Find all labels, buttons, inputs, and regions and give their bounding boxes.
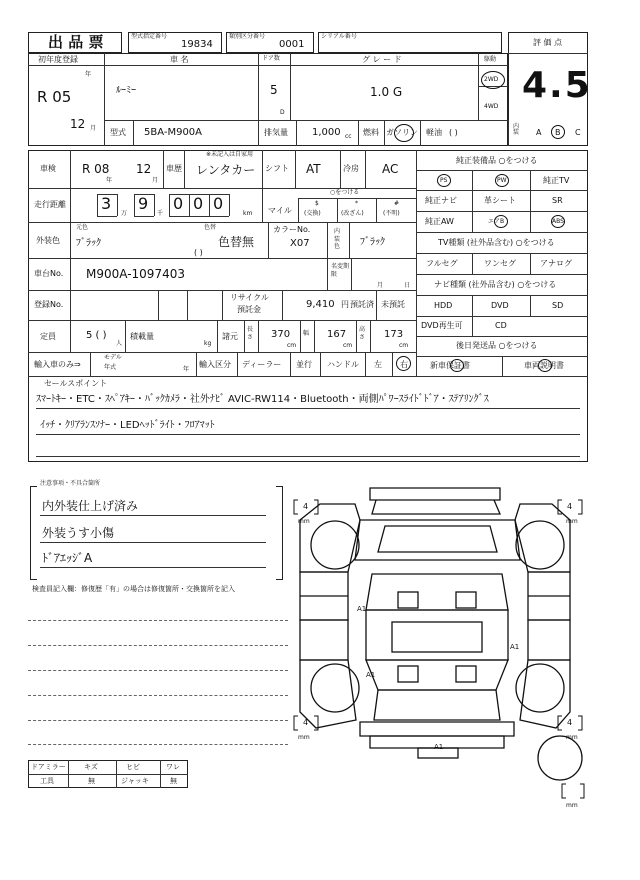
score-label: 評 価 点	[533, 38, 563, 47]
handle-left: 左	[374, 360, 382, 369]
mark-label: ○をつける	[330, 189, 360, 196]
displacement-label: 排気量	[264, 128, 288, 137]
sales-line-2: ｲｯﾁ・ｸﾘｱﾗﾝｽｿﾅｰ・LEDﾍｯﾄﾞﾗｲﾄ・ﾌﾛｱﾏｯﾄ	[40, 420, 215, 431]
note-item-1: 内外装仕上げ済み	[42, 499, 139, 513]
width-label: 幅	[303, 330, 310, 337]
later-label: 後日発送品 ○をつける	[456, 341, 538, 350]
mileage-unit: km	[243, 210, 253, 217]
mileage-digit-3: 0	[173, 194, 184, 213]
tread-front-right: 4	[567, 502, 573, 511]
damage-mark-left-rear: A1	[366, 671, 376, 679]
mark-unknown: #	[394, 200, 400, 207]
color-no-label: カラーNo.	[273, 225, 311, 234]
note-item-2: 外装うす小傷	[42, 526, 115, 540]
mark-unknown-sub: (不明)	[383, 210, 400, 217]
drive-label: 駆動	[484, 56, 497, 63]
height-unit: cm	[399, 342, 409, 349]
tread-unit-rl: mm	[298, 734, 310, 741]
legend-value-3: ジャッキ	[121, 777, 149, 785]
drive-4wd: 4WD	[484, 103, 499, 110]
load-unit: kg	[204, 340, 212, 347]
mileage-digit-5: 0	[213, 194, 224, 213]
name-change-month: 月	[377, 282, 384, 289]
model-year-sub: 年式	[104, 364, 117, 371]
damage-mark-left-front: A1	[357, 605, 367, 613]
mile-label: マイル	[268, 206, 292, 215]
tread-unit-spare: mm	[566, 802, 578, 809]
navi-sd: SD	[552, 301, 564, 310]
color-no-value: X07	[290, 238, 310, 249]
tv-oneseg: ワンセグ	[484, 259, 516, 268]
legend-header-3: ヒビ	[126, 763, 140, 771]
import-label: 輸入車のみ⇒	[34, 360, 81, 369]
inspection-month-unit: 月	[152, 177, 159, 184]
tread-rear-right: 4	[567, 718, 573, 727]
orig-color-label: 元色	[76, 224, 89, 231]
first-reg-month-unit: 月	[90, 125, 97, 132]
handle-label: ハンドル	[327, 360, 359, 369]
wheel-rear-right	[516, 664, 564, 712]
tread-front-left: 4	[303, 502, 309, 511]
designation-value: 19834	[181, 39, 213, 50]
chassis-value: M900A-1097403	[86, 267, 185, 281]
doors-sub: D	[280, 109, 285, 116]
cd-label: CD	[495, 321, 507, 330]
import-dealer: ディーラー	[242, 360, 282, 369]
inspection-value: R 08	[82, 162, 110, 176]
designation-label: 型式指定番号	[131, 33, 168, 40]
chassis-label: 車台No.	[34, 269, 64, 278]
first-reg-label: 初年度登録	[38, 55, 78, 64]
damage-mark-rear: A1	[434, 743, 444, 751]
height-label: 高さ	[359, 326, 366, 341]
damage-mark-right-rear: A1	[510, 643, 520, 651]
wheel-front-right	[516, 521, 564, 569]
int-color-value: ﾌﾞﾗｯｸ	[360, 237, 385, 248]
import-parallel: 並行	[296, 360, 312, 369]
mark-altered-sub: (改ざん)	[341, 210, 364, 217]
history-note: ※未記入は自家用	[206, 151, 254, 158]
mileage-digit-1: 3	[101, 194, 112, 213]
light-oil-label: 軽油	[426, 128, 442, 137]
handle-right: 右	[400, 360, 408, 369]
tv-analog: アナログ	[540, 259, 572, 268]
mark-altered: *	[355, 200, 358, 207]
int-color-label: 内装色	[334, 228, 341, 250]
height-value: 173	[384, 329, 404, 340]
equip-leather: 革シート	[484, 196, 516, 205]
recycle-sub: 預託金	[237, 305, 261, 314]
note-item-3: ﾄﾞｱｴｯｼﾞA	[42, 551, 93, 565]
name-change-label: 名変期限	[331, 263, 350, 278]
fuel-value: ガソリン	[386, 128, 418, 137]
length-label: 長さ	[247, 326, 254, 341]
shift-value: AT	[306, 162, 321, 176]
tv-fullseg: フルセグ	[426, 259, 458, 268]
displacement-unit: cc	[345, 133, 352, 140]
reg-no-label: 登録No.	[34, 300, 64, 309]
width-value: 167	[327, 329, 347, 340]
later-manual: 車両説明書	[524, 361, 564, 370]
drive-2wd: 2WD	[484, 76, 499, 83]
recycle-unit: 円	[341, 300, 349, 309]
recycle-value: 9,410	[306, 299, 335, 310]
score-value: 4.5	[522, 65, 592, 106]
first-reg-month: 12	[70, 117, 86, 131]
inspection-year-unit: 年	[106, 177, 113, 184]
equip-airbag: エアB	[488, 218, 505, 225]
equip-sr: SR	[552, 196, 563, 205]
ac-label: 冷房	[343, 164, 359, 173]
interior-c: C	[575, 128, 581, 137]
legend-header-2: キズ	[84, 763, 98, 771]
navi-label: ナビ種類 (社外品含む) ○をつける	[434, 280, 557, 289]
equip-abs: ABS	[552, 218, 564, 225]
length-unit: cm	[287, 342, 297, 349]
fuel-label: 燃料	[363, 128, 379, 137]
recycle-unpaid: 未預託	[381, 300, 405, 309]
model-value: 5BA-M900A	[144, 127, 203, 138]
width-unit: cm	[343, 342, 353, 349]
mileage-digit-4: 0	[193, 194, 204, 213]
tv-label: TV種類 (社外品含む) ○をつける	[438, 238, 555, 247]
mileage-label: 走行距離	[34, 200, 66, 209]
equip-tv: 純正TV	[543, 176, 570, 185]
navi-hdd: HDD	[434, 301, 453, 310]
color-change-value: 色替無	[218, 235, 255, 249]
sales-label: セールスポイント	[44, 379, 108, 388]
legend-value-1: 工具	[40, 777, 54, 785]
history-label: 車歴	[166, 164, 182, 173]
legend-header-4: ワレ	[166, 763, 180, 771]
model-label: 型式	[110, 128, 126, 137]
grade-label: グ レ ー ド	[362, 55, 402, 64]
mileage-man: 万	[121, 210, 128, 217]
legend-value-2: 無	[88, 777, 95, 785]
first-reg-year-unit: 年	[85, 71, 92, 78]
history-value: レンタカー	[196, 163, 256, 177]
capacity-label: 定員	[40, 332, 56, 341]
mileage-sen: 千	[157, 210, 164, 217]
tread-rear-left: 4	[303, 718, 309, 727]
spare-wheel	[538, 736, 582, 780]
equip-ps: PS	[440, 177, 448, 184]
inspection-label: 車検	[40, 164, 56, 173]
recycle-label: リサイクル	[230, 293, 269, 302]
color-paren: ( )	[194, 248, 203, 257]
mark-exchange: $	[315, 200, 319, 207]
interior-b: B	[555, 128, 561, 137]
dvd-play: DVD再生可	[421, 321, 463, 330]
interior-label: 内装	[513, 123, 520, 136]
car-name-value: ﾙｰﾐｰ	[116, 85, 136, 96]
equip-aw: 純正AW	[425, 217, 454, 226]
navi-dvd: DVD	[491, 301, 509, 310]
equip-pw: PW	[497, 177, 507, 184]
mark-exchange-sub: (交換)	[304, 210, 321, 217]
car-name-label: 車 名	[170, 55, 189, 64]
tread-unit-fl: mm	[298, 518, 310, 525]
class-value: 0001	[279, 39, 305, 50]
doors-value: 5	[270, 83, 278, 97]
ext-color-label: 外装色	[36, 236, 60, 245]
serial-label: シリアル番号	[321, 33, 357, 40]
genuine-label: 純正装備品 ○をつける	[456, 156, 538, 165]
notes-label: 注意事項・不具合箇所	[40, 480, 101, 487]
inspection-month: 12	[136, 162, 152, 176]
name-change-day: 日	[404, 282, 411, 289]
equip-navi: 純正ナビ	[425, 196, 457, 205]
model-year-unit: 年	[183, 366, 190, 373]
mileage-digit-2: 9	[138, 194, 149, 213]
shift-label: シフト	[265, 164, 289, 173]
capacity-value: 5 ( )	[86, 330, 107, 341]
legend-header-1: ドアミラー	[31, 763, 66, 771]
inspector-label: 検査員記入欄：修復歴「有」の場合は修復箇所・交換箇所を記入	[32, 585, 235, 593]
color-change-label: 色替	[204, 224, 217, 231]
capacity-unit: 人	[116, 340, 123, 347]
length-value: 370	[271, 329, 291, 340]
orig-color-value: ﾌﾞﾗｯｸ	[76, 238, 101, 249]
load-label: 積載量	[130, 332, 154, 341]
ac-value: AC	[382, 162, 399, 176]
light-oil-paren: ( )	[449, 128, 458, 137]
displacement-value: 1,000	[312, 127, 341, 138]
wheel-front-left	[311, 521, 359, 569]
sales-line-1: ｽﾏｰﾄｷｰ・ETC・ｽﾍﾟｱｷｰ・ﾊﾞｯｸｶﾒﾗ・社外ﾅﾋﾞ AVIC-RW114・Bluetooth・両側ﾊﾟﾜｰｽﾗｲﾄﾞﾄﾞｱ・ｽﾃｱﾘﾝｸﾞｽ	[36, 394, 489, 405]
dims-label: 諸元	[222, 332, 238, 341]
model-year-label: モデル	[104, 354, 122, 361]
tread-unit-fr: mm	[566, 518, 578, 525]
grade-value: 1.0 G	[370, 85, 403, 99]
later-warranty: 新車保証書	[430, 361, 470, 370]
import-div-label: 輸入区分	[199, 360, 231, 369]
page-title: 出 品 票	[48, 33, 104, 51]
recycle-paid: 預託済	[350, 300, 374, 309]
doors-label: ドア数	[262, 55, 280, 62]
class-label: 類別区分番号	[229, 33, 266, 40]
tread-unit-rr: mm	[566, 734, 578, 741]
interior-a: A	[536, 128, 542, 137]
legend-value-4: 無	[170, 777, 177, 785]
first-reg-era: R 05	[37, 88, 72, 106]
